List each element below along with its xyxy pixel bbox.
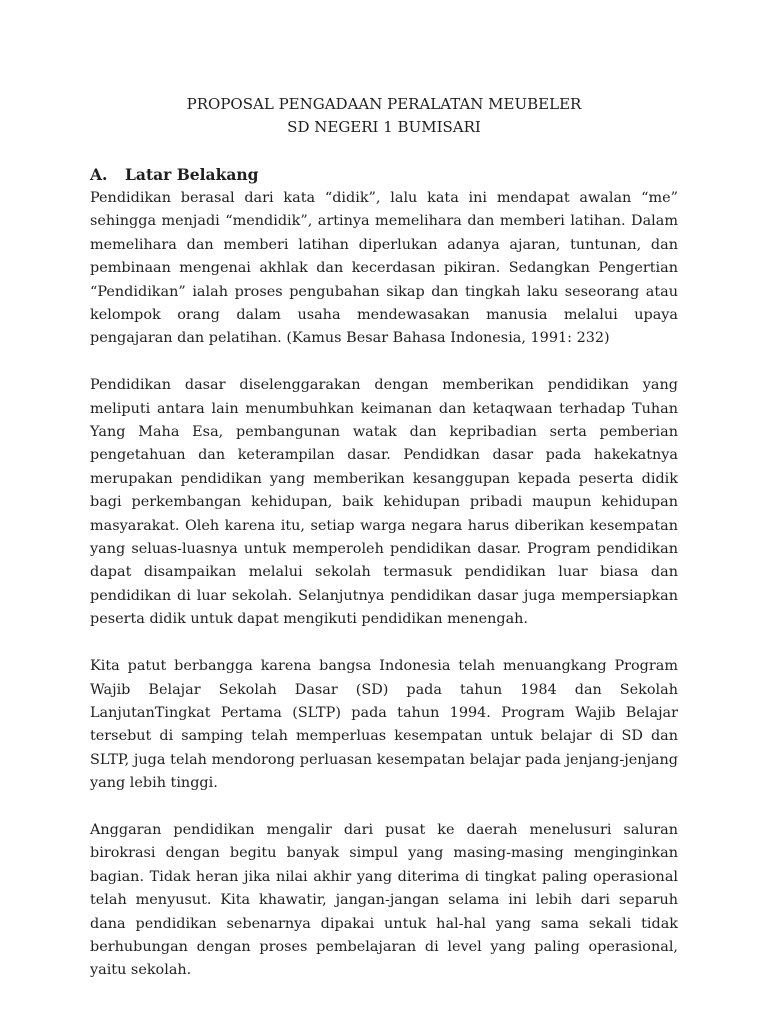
paragraph-1: Pendidikan berasal dari kata “didik”, lalu kata ini mendapat awalan “me” sehingga menjadi “mendidik”, artinya memelihara dan memberi latihan. Dalam memelihara dan memberi latihan diperlukan adanya ajaran, tuntunan, dan pembinaan mengenai akhlak dan kecerdasan pikiran. Sedangkan Pengertian “Pendidikan” ialah proses pengubahan sikap dan tingkah laku seseorang atau kelompok orang dalam usaha mendewasakan manusia melalui upaya pengajaran dan pelatihan. (Kamus Besar Bahasa Indonesia, 1991: 232) xyxy=(90,190,678,347)
section-title: Latar Belakang xyxy=(125,165,259,184)
paragraph-2: Pendidikan dasar diselenggarakan dengan memberikan pendidikan yang meliputi antara lain menumbuhkan keimanan dan ketaqwaan terhadap Tuhan Yang Maha Esa, pembangunan watak dan kepribadian serta pemberian pengetahuan dan keterampilan dasar. Pendidkan dasar pada hakekatnya merupakan pendidikan yang memberikan kesanggupan kepada peserta didik bagi perkembangan kehidupan, baik kehidupan pribadi maupun kehidupan masyarakat. Oleh karena itu, setiap warga negara harus diberikan kesempatan yang seluas-luasnya untuk memperoleh pendidikan dasar. Program pendidikan dapat disampaikan melalui sekolah termasuk pendidikan luar biasa dan pendidikan di luar sekolah. Selanjutnya pendidikan dasar juga mempersiapkan peserta didik untuk dapat mengikuti pendidikan menengah. xyxy=(90,377,678,628)
document-title-line-1: PROPOSAL PENGADAAN PERALATAN MEUBELER xyxy=(186,95,582,113)
section-heading xyxy=(90,163,678,187)
paragraph-3: Kita patut berbangga karena bangsa Indonesia telah menuangkang Program Wajib Belajar Sekolah Dasar (SD) pada tahun 1984 dan Sekolah LanjutanTingkat Pertama (SLTP) pada tahun 1994. Program Wajib Belajar tersebut di samping telah memperluas kesempatan untuk belajar di SD dan SLTP, juga telah mendorong perluasan kesempatan belajar pada jenjang-jenjang yang lebih tinggi. xyxy=(90,658,678,792)
document-title-line-2: SD NEGERI 1 BUMISARI xyxy=(287,118,481,136)
section-number: A. xyxy=(90,165,108,184)
paragraph-4: Anggaran pendidikan mengalir dari pusat ke daerah menelusuri saluran birokrasi dengan begitu banyak simpul yang masing-masing menginginkan bagian. Tidak heran jika nilai akhir yang diterima di tingkat paling operasional telah menyusut. Kita khawatir, jangan-jangan selama ini lebih dari separuh dana pendidikan sebenarnya dipakai untuk hal-hal yang sama sekali tidak berhubungan dengan proses pembelajaran di level yang paling operasional, yaitu sekolah. xyxy=(90,821,678,979)
document-page xyxy=(90,93,678,983)
